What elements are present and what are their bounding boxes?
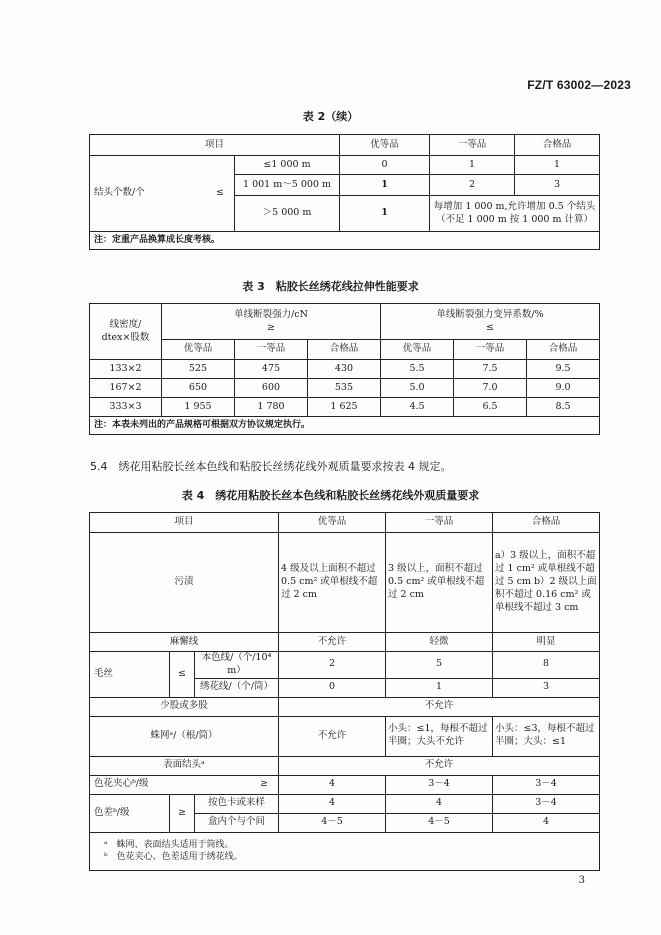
- knot-count-label: [90, 156, 235, 232]
- geq-symbol: ≥: [170, 794, 195, 832]
- table-cell: 不允许: [279, 697, 600, 716]
- table-cell: 430: [308, 360, 381, 379]
- footnote-b: ᵇ 色花夹心、色差适用于绣花线。: [104, 852, 243, 863]
- table-cell: 4: [279, 794, 386, 813]
- knot-count-text: 结头个数/个: [94, 187, 145, 199]
- table-cell: 本色线/（个/10⁴ m）: [195, 652, 279, 679]
- density-header: 线密度/ dtex×股数: [90, 304, 162, 360]
- table-cell: 1: [430, 156, 515, 175]
- tenacity-label: 单线断裂强力/cN: [234, 308, 308, 320]
- grade-header: 优等品: [162, 340, 235, 360]
- table2-caption: 表 2（续）: [302, 110, 359, 123]
- table-row: [90, 379, 600, 398]
- table-cell: 0: [340, 156, 430, 175]
- table-cell: 1: [386, 678, 493, 697]
- table-cell: 不允许: [279, 633, 386, 652]
- table-cell: 475: [235, 360, 308, 379]
- leq-symbol: ≤: [170, 652, 195, 698]
- table-cell: 小头：≤1，每根不超过半圈；大头不允许: [386, 716, 493, 756]
- table-cell: ＞5 000 m: [235, 196, 340, 232]
- table-cell: 3－4: [493, 775, 600, 794]
- table-cell: 1 955: [162, 398, 235, 417]
- table-cell: 8.5: [527, 398, 600, 417]
- shaogu-label: 少股或多股: [90, 697, 279, 716]
- leq-symbol: ≤: [216, 187, 224, 199]
- grade-header: 一等品: [454, 340, 527, 360]
- table4-caption: 表 4 绣花用粘胶长丝本色线和粘胶长丝绣花线外观质量要求: [181, 489, 480, 502]
- table4-header-grade2: 一等品: [386, 513, 493, 533]
- table-cell: 5.5: [381, 360, 454, 379]
- geq-symbol: ≥: [260, 778, 269, 790]
- table-cell: 1: [340, 196, 430, 232]
- geq-symbol: ≥: [267, 321, 275, 333]
- table-cell: 133×2: [90, 360, 162, 379]
- table-row: [90, 360, 600, 379]
- tenacity-header: [162, 304, 381, 340]
- table-cell: 每增加 1 000 m,允许增加 0.5 个结头（不足 1 000 m 按 1 000 m 计算）: [430, 196, 600, 232]
- table-cell: 4 级及以上面积不超过 0.5 cm² 或单根线不超过 2 cm: [279, 533, 386, 633]
- table-cell: 4: [279, 775, 386, 794]
- table2: [89, 134, 600, 250]
- table3-caption: 表 3 粘胶长丝绣花线拉伸性能要求: [242, 280, 419, 293]
- sehua-text: 色花夹心ᵇ/级: [94, 778, 149, 790]
- table-cell: 7.5: [454, 360, 527, 379]
- table4-notes: [90, 832, 600, 870]
- table-cell: 525: [162, 360, 235, 379]
- table-cell: 1 780: [235, 398, 308, 417]
- table-cell: 333×3: [90, 398, 162, 417]
- table-cell: 8: [493, 652, 600, 679]
- table-cell: 3－4: [386, 775, 493, 794]
- footnote-a: ᵃ 蛛网、表面结头适用于筒线。: [104, 839, 234, 850]
- zhuwang-label: 蛛网ᵃ/（根/筒）: [90, 716, 279, 756]
- table-cell: 轻微: [386, 633, 493, 652]
- table-cell: 小头：≤3，每根不超过半圈；大头：≤1: [493, 716, 600, 756]
- table-cell: 4－5: [386, 813, 493, 832]
- table-cell: 按色卡或来样: [195, 794, 279, 813]
- secha-label: 色差ᵇ/级: [90, 794, 170, 832]
- table-cell: 1 001 m～5 000 m: [235, 175, 340, 196]
- table2-header-grade3: 合格品: [515, 135, 600, 156]
- table-cell: a）3 级以上，面积不超过 1 cm² 或单根线不超过 5 cm b）2 级以上面积不超过 0.16 cm² 或单根线不超过 3 cm: [493, 533, 600, 633]
- table-cell: 5: [386, 652, 493, 679]
- leq-symbol: ≤: [486, 321, 494, 333]
- table-cell: 2: [430, 175, 515, 196]
- table-cell: 1 625: [308, 398, 381, 417]
- sehua-label: [90, 775, 279, 794]
- table-cell: 9.5: [527, 360, 600, 379]
- table-cell: 4.5: [381, 398, 454, 417]
- clause-5-4: 5.4 绣花用粘胶长丝本色线和粘胶长丝绣花线外观质量要求按表 4 规定。: [90, 460, 452, 473]
- table-cell: 3－4: [493, 794, 600, 813]
- table-row: [90, 398, 600, 417]
- table4-header-grade3: 合格品: [493, 513, 600, 533]
- table-cell: 0: [279, 678, 386, 697]
- table-cell: 4: [493, 813, 600, 832]
- table-cell: 3: [493, 678, 600, 697]
- table4: [89, 512, 600, 871]
- table-cell: 6.5: [454, 398, 527, 417]
- page-number: 3: [578, 875, 585, 886]
- standard-code: FZ/T 63002—2023: [527, 78, 631, 92]
- table-cell: ≤1 000 m: [235, 156, 340, 175]
- table-cell: 650: [162, 379, 235, 398]
- table4-header-grade1: 优等品: [279, 513, 386, 533]
- biaomian-label: 表面结头ᵃ: [90, 756, 279, 775]
- grade-header: 一等品: [235, 340, 308, 360]
- table-cell: 2: [279, 652, 386, 679]
- table3: [89, 303, 600, 435]
- table-cell: 不允许: [279, 716, 386, 756]
- table-cell: 3: [515, 175, 600, 196]
- table-cell: 明显: [493, 633, 600, 652]
- table-cell: 600: [235, 379, 308, 398]
- table-cell: 盒内个与个间: [195, 813, 279, 832]
- table-cell: 绣花线/（个/筒）: [195, 678, 279, 697]
- maosi-label: 毛丝: [90, 652, 170, 698]
- table-cell: 9.0: [527, 379, 600, 398]
- grade-header: 优等品: [381, 340, 454, 360]
- table-cell: 1: [515, 156, 600, 175]
- table4-header-item: 项目: [90, 513, 279, 533]
- table-cell: 5.0: [381, 379, 454, 398]
- table-cell: 7.0: [454, 379, 527, 398]
- table3-note: 注：本表未列出的产品规格可根据双方协议规定执行。: [90, 417, 600, 435]
- table-cell: 4: [386, 794, 493, 813]
- table-cell: 不允许: [279, 756, 600, 775]
- grade-header: 合格品: [308, 340, 381, 360]
- table2-header-grade1: 优等品: [340, 135, 430, 156]
- grade-header: 合格品: [527, 340, 600, 360]
- table-cell: 535: [308, 379, 381, 398]
- table-cell: 4－5: [279, 813, 386, 832]
- cv-label: 单线断裂强力变异系数/%: [436, 308, 544, 320]
- table2-header-grade2: 一等品: [430, 135, 515, 156]
- stain-label: 污渍: [90, 533, 279, 633]
- mafeng-label: 麻懈线: [90, 633, 279, 652]
- table-cell: 167×2: [90, 379, 162, 398]
- table-cell: 1: [340, 175, 430, 196]
- table2-header-item: 项目: [90, 135, 340, 156]
- cv-header: [381, 304, 600, 340]
- table-cell: 3 级以上，面积不超过 0.5 cm² 或单根线不超过 2 cm: [386, 533, 493, 633]
- table2-note: 注：定重产品换算成长度考核。: [90, 232, 600, 250]
